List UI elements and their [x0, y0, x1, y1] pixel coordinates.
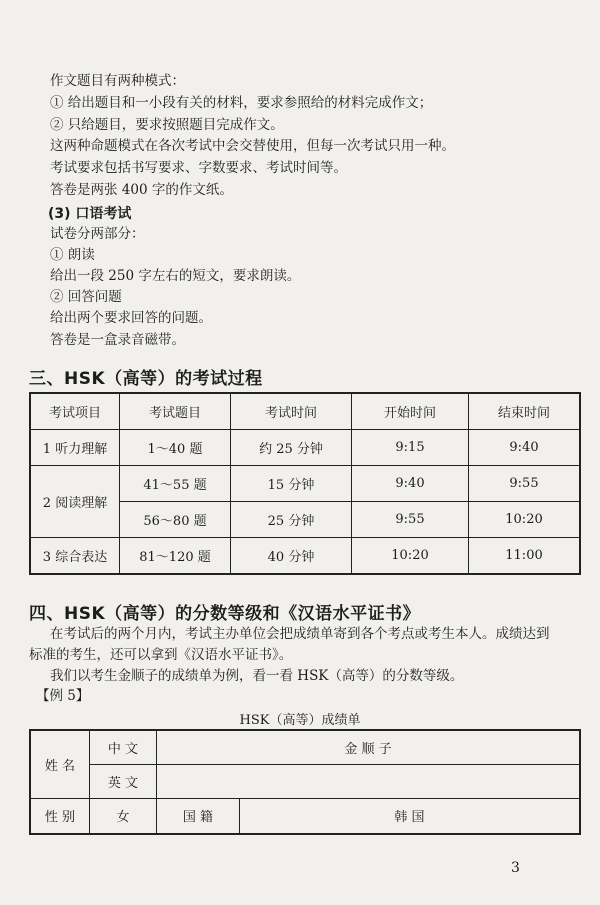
cell-item: 3 综合表达 [30, 538, 120, 575]
composition-note-2: 考试要求包括书写要求、字数要求、考试时间等。 [50, 160, 347, 176]
nationality-label: 国 籍 [157, 798, 240, 834]
oral-answer-sheet: 答卷是一盒录音磁带。 [50, 332, 185, 348]
cell-start: 9:40 [352, 466, 469, 502]
cell-end: 9:55 [469, 466, 581, 502]
report-row-gender-nationality [30, 798, 580, 834]
composition-mode-1: ① 给出题目和一小段有关的材料，要求参照给的材料完成作文； [50, 95, 433, 111]
header-exam-questions: 考试题目 [120, 393, 231, 430]
cell-questions: 56～80 题 [120, 502, 231, 538]
cell-questions: 41～55 题 [120, 466, 231, 502]
cell-end: 9:40 [469, 430, 581, 466]
composition-note-1: 这两种命题模式在各次考试中会交替使用，但每一次考试只用一种。 [50, 138, 455, 154]
table-row [30, 538, 580, 575]
cell-end: 10:20 [469, 502, 581, 538]
table-row [30, 466, 580, 502]
section-four-para-2: 我们以考生金顺子的成绩单为例，看一看 HSK（高等）的分数等级。 [50, 668, 464, 684]
composition-note-3: 答卷是两张 400 字的作文纸。 [50, 182, 233, 198]
chinese-name-label: 中 文 [90, 730, 157, 764]
section-four-heading: 四、HSK（高等）的分数等级和《汉语水平证书》 [29, 604, 421, 624]
cell-start: 9:15 [352, 430, 469, 466]
oral-parts-title: 试卷分两部分： [50, 226, 145, 242]
cell-start: 10:20 [352, 538, 469, 575]
oral-part-2-title: ② 回答问题 [50, 289, 122, 305]
header-exam-time: 考试时间 [231, 393, 352, 430]
cell-start: 9:55 [352, 502, 469, 538]
cell-duration: 15 分钟 [231, 466, 352, 502]
cell-duration: 40 分钟 [231, 538, 352, 575]
cell-questions: 1～40 题 [120, 430, 231, 466]
oral-part-1-desc: 给出一段 250 字左右的短文，要求朗读。 [50, 268, 301, 284]
chinese-name-value: 金 顺 子 [157, 730, 581, 764]
oral-part-1-title: ① 朗读 [50, 247, 95, 263]
gender-value: 女 [90, 798, 157, 834]
score-report-table [29, 729, 581, 835]
header-exam-item: 考试项目 [30, 393, 120, 430]
section-three-heading: 三、HSK（高等）的考试过程 [29, 369, 263, 389]
english-name-value [157, 764, 581, 798]
composition-mode-2: ② 只给题目，要求按照题目完成作文。 [50, 117, 284, 133]
example-label: 【例 5】 [36, 688, 90, 704]
nationality-value: 韩 国 [240, 798, 581, 834]
cell-duration: 约 25 分钟 [231, 430, 352, 466]
gender-label: 性 别 [30, 798, 90, 834]
section-four-para-1-line-1: 在考试后的两个月内，考试主办单位会把成绩单寄到各个考点或考生本人。成绩达到 [50, 626, 550, 642]
table-header-row [30, 393, 580, 430]
report-row-chinese-name [30, 730, 580, 764]
report-title: HSK（高等）成绩单 [239, 713, 361, 728]
english-name-label: 英 文 [90, 764, 157, 798]
table-row [30, 430, 580, 466]
header-end-time: 结束时间 [469, 393, 581, 430]
composition-modes-title: 作文题目有两种模式： [50, 73, 185, 89]
cell-item: 1 听力理解 [30, 430, 120, 466]
oral-exam-heading: (3) 口语考试 [48, 206, 132, 222]
header-start-time: 开始时间 [352, 393, 469, 430]
section-four-para-1-line-2: 标准的考生，还可以拿到《汉语水平证书》。 [29, 647, 293, 663]
report-row-english-name [30, 764, 580, 798]
oral-part-2-desc: 给出两个要求回答的问题。 [50, 310, 212, 326]
cell-questions: 81～120 题 [120, 538, 231, 575]
exam-process-table [29, 392, 581, 575]
page-number: 3 [511, 860, 520, 876]
cell-end: 11:00 [469, 538, 581, 575]
cell-duration: 25 分钟 [231, 502, 352, 538]
name-label: 姓 名 [30, 730, 90, 798]
cell-item: 2 阅读理解 [30, 466, 120, 538]
